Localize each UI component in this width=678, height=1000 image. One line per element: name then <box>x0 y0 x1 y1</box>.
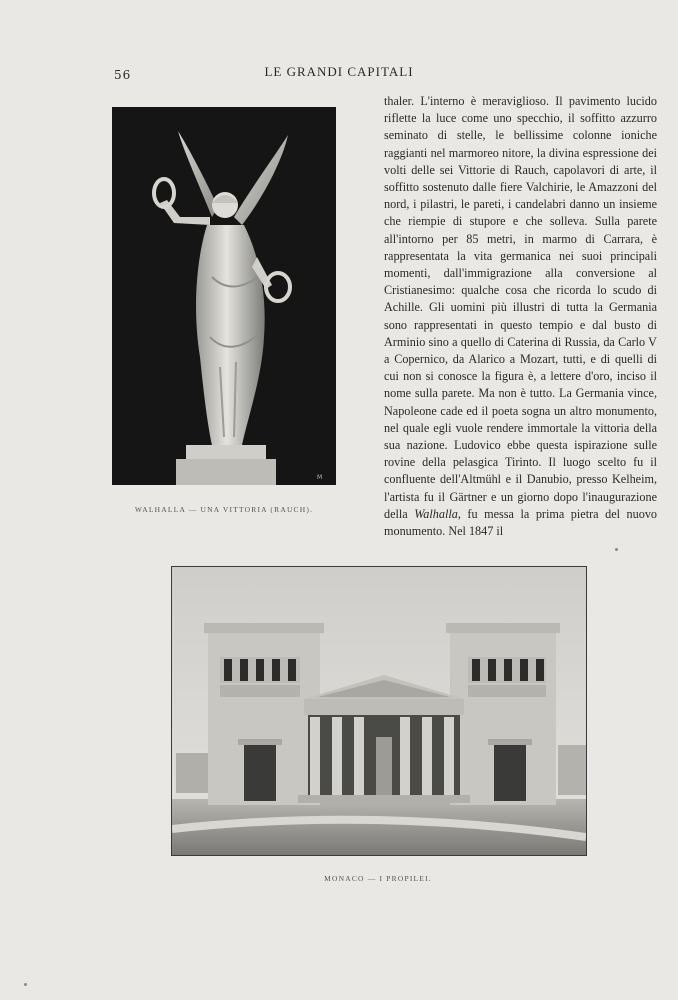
body-text-part-2: , fu messa la prima pietra del nuovo monumento. Nel 1847 il <box>384 506 658 539</box>
victory-caption: WALHALLA — UNA VITTORIA (RAUCH). <box>134 505 314 514</box>
paper-speck <box>24 983 27 986</box>
propylaea-illustration <box>172 567 586 855</box>
body-text-part-1: thaler. L'interno è meraviglioso. Il pavimento lucido riflette la luce come uno specchio, il soffitto azzurro seminato di stelle, le bellissime colonne ioniche raggianti nel marmoreo nitore, la divina espressione dei volti delle sei Vittorie di Rauch, capolavori di arte, il soffitto sostenuto dalle fiere Valchirie, le Amazzoni del nord, i pilastri, le pareti, i candelabri danno un insieme che riempie di stupore e che solleva. Sulla parete all'intorno per 85 metri, in marmo di Carrara, è rappresentata la vita germanica nei suoi principali momenti, dall'immigrazione alla conversione al Cristianesimo: qualche cosa che ricorda lo scudo di Achille. Gli uomini più illustri di tutta la Germania sono rappresentati in questo tempio e dal busto di Arminio sino a quello di Caterina di Russia, da Carlo V a Copernico, da Alarico a Mozart, tutti, e di quelli di cui non si conosce la figura è, a lettere d'oro, inciso il nome sulla parete. Ma non è tutto. La Germania vince, Napoleone cade ed il poeta sogna un altro monumento, nel quale egli vuole rendere immortale la vittoria della sua nazione. Ludovico ebbe questa ispirazione sulle rovine della pelasgica Tirinto. Il luogo scelto fu il confluente dell'Altmühl e il Danubio, presso Kelheim, l'artista fu il Gärtner e un giorno dopo l'inaugurazione della <box>384 94 657 521</box>
victory-statue-photo <box>112 107 336 485</box>
pedestal-base <box>176 459 276 485</box>
pedestal-top <box>186 445 266 459</box>
page-number: 56 <box>114 68 132 82</box>
propylaea-photo <box>171 566 587 856</box>
body-text <box>384 93 657 540</box>
paper-speck <box>615 548 618 551</box>
body-text-italic: Walhalla <box>414 506 458 521</box>
running-title: LE GRANDI CAPITALI <box>264 64 414 79</box>
svg-text:M: M <box>317 474 323 481</box>
propylaea-caption: MONACO — I PROPILEI. <box>324 874 432 883</box>
victory-statue-illustration <box>112 107 336 485</box>
